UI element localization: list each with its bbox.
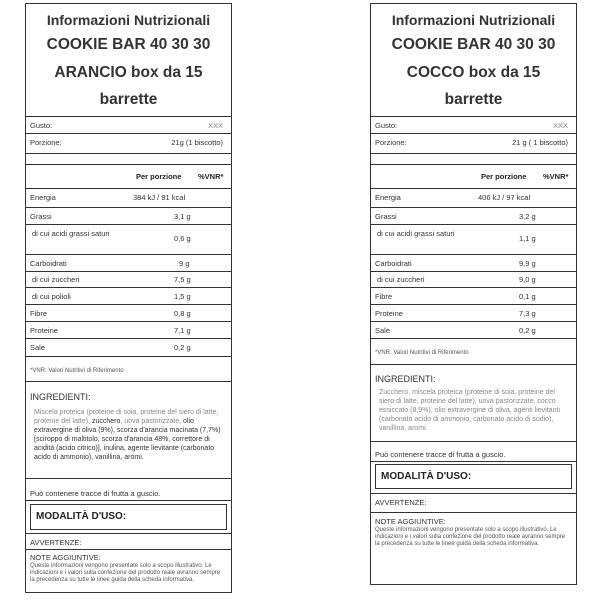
divider xyxy=(371,493,576,494)
divider xyxy=(26,287,231,288)
porzione-row xyxy=(371,138,576,150)
nutrient-value: 0,1 g xyxy=(519,292,536,301)
table-header xyxy=(371,172,576,184)
nutrient-label: di cui zuccheri xyxy=(32,275,80,284)
divider xyxy=(371,153,576,154)
divider xyxy=(371,441,576,442)
gusto-label: Gusto: xyxy=(375,121,398,130)
divider xyxy=(26,207,231,208)
panel-heading: Informazioni Nutrizionali xyxy=(391,12,556,28)
divider xyxy=(26,271,231,272)
col-vnr: %VNR* xyxy=(543,172,569,181)
nutrition-panel-cocco xyxy=(370,3,577,585)
nutrient-value: 406 kJ / 97 kcal xyxy=(478,193,531,202)
nutrient-row xyxy=(26,259,231,271)
divider xyxy=(371,271,576,272)
divider xyxy=(26,224,231,225)
nutrient-value: 9,9 g xyxy=(519,259,536,268)
divider xyxy=(371,512,576,513)
nutrient-row xyxy=(371,228,576,252)
nutrient-label: Sale xyxy=(30,343,46,352)
nutrient-value: 0,2 g xyxy=(519,326,536,335)
ingredienti-title: INGREDIENTI: xyxy=(30,392,91,402)
nutrient-label: Carboidrati xyxy=(375,259,412,268)
nutrient-value: 3,1 g xyxy=(174,212,191,221)
nutrient-row xyxy=(26,343,231,355)
product-name-line-3: barrette xyxy=(99,91,158,108)
nutrient-label: Energia xyxy=(375,193,401,202)
nutrient-row xyxy=(26,292,231,304)
divider xyxy=(371,133,576,134)
divider xyxy=(26,321,231,322)
divider xyxy=(371,304,576,305)
product-name-line-2: ARANCIO box da 15 xyxy=(54,64,203,81)
divider xyxy=(26,304,231,305)
nutrient-label: Fibre xyxy=(375,292,393,301)
nutrient-row xyxy=(371,212,576,224)
gusto-row xyxy=(371,121,576,133)
modalita-box xyxy=(375,464,572,489)
ingredient-text: zucchero xyxy=(91,418,121,425)
col-vnr: %VNR* xyxy=(198,172,224,181)
nutrient-label: Carboidrati xyxy=(30,259,67,268)
divider xyxy=(26,164,231,165)
divider xyxy=(26,254,231,255)
nutrient-row xyxy=(26,309,231,321)
nutrient-row xyxy=(26,228,231,252)
table-header xyxy=(26,172,231,184)
nutrient-value: 7,3 g xyxy=(519,309,536,318)
nutrient-value: 3,2 g xyxy=(519,212,536,221)
nutrition-panel-arancio xyxy=(25,3,232,593)
col-per-porzione: Per porzione xyxy=(136,172,182,181)
nutrient-row xyxy=(371,193,576,205)
divider xyxy=(26,116,231,117)
divider xyxy=(371,254,576,255)
modalita-label: MODALITÀ D'USO: xyxy=(381,471,472,482)
nutrient-label: Sale xyxy=(375,326,391,335)
nutrient-label: di cui zuccheri xyxy=(377,275,425,284)
divider xyxy=(371,338,576,339)
gusto-value: XXX xyxy=(552,121,568,130)
nutrient-row xyxy=(371,326,576,338)
note-text: Queste informazioni vengono presentate solo a scopo illustrativo. Le indicazioni e i valori sulla confezione del prodotto reale avranno sempre la precedenza su tutte le linee guida della scheda informativa. xyxy=(30,563,221,583)
nutrient-label: Fibre xyxy=(30,309,48,318)
nutrient-value: 384 kJ / 91 kcal xyxy=(133,193,186,202)
allergen-note: Può contenere tracce di frutta a guscio. xyxy=(30,489,161,498)
divider xyxy=(371,461,576,462)
note-title: NOTE AGGIUNTIVE: xyxy=(375,517,446,526)
gusto-label: Gusto: xyxy=(30,121,53,130)
vnr-note: *VNR: Valori Nutritivi di Riferimento xyxy=(30,368,124,374)
divider xyxy=(371,224,576,225)
porzione-value: 21 g ( 1 biscotto) xyxy=(512,138,568,147)
nutrient-value: 0,8 g xyxy=(174,309,191,318)
product-name-line-2: COCCO box da 15 xyxy=(406,64,541,81)
gusto-row xyxy=(26,121,231,133)
divider xyxy=(26,188,231,189)
nutrient-row xyxy=(371,275,576,287)
nutrient-row xyxy=(26,193,231,205)
divider xyxy=(26,478,231,479)
ingredient-text: , uova pastorizzate, xyxy=(120,418,184,425)
ingredienti-title: INGREDIENTI: xyxy=(375,374,436,384)
nutrient-value: 7,5 g xyxy=(174,275,191,284)
col-per-porzione: Per porzione xyxy=(481,172,527,181)
divider xyxy=(371,116,576,117)
nutrient-label: Grassi xyxy=(30,212,52,221)
nutrient-row xyxy=(371,259,576,271)
avvertenze-label: AVVERTENZE: xyxy=(375,498,427,507)
nutrient-value: 9,0 g xyxy=(519,275,536,284)
nutrient-value: 0,6 g xyxy=(174,234,191,243)
nutrient-row xyxy=(26,212,231,224)
divider xyxy=(371,287,576,288)
product-name-line-1: COOKIE BAR 40 30 30 xyxy=(391,36,556,53)
porzione-label: Porzione: xyxy=(375,138,407,147)
nutrient-label: Proteine xyxy=(375,309,403,318)
nutrient-label: di cui acidi grassi saturi xyxy=(377,229,455,238)
nutrient-value: 0,2 g xyxy=(174,343,191,352)
nutrient-value: 1,1 g xyxy=(519,234,536,243)
divider xyxy=(26,549,231,550)
modalita-label: MODALITÀ D'USO: xyxy=(36,511,127,522)
avvertenze-label: AVVERTENZE: xyxy=(30,538,82,547)
divider xyxy=(26,500,231,501)
nutrient-row xyxy=(371,292,576,304)
product-name-line-3: barrette xyxy=(444,91,503,108)
divider xyxy=(371,188,576,189)
nutrient-row xyxy=(371,309,576,321)
ingredienti-text: Zucchero, miscela proteica (proteine di soia, proteine del siero di latte, proteine del latte), uova pastorizzate, cocco essiccato (8,9%), olio extravergine di oliva, agenti lievitanti (carbonato acido di ammonio, carbonato acido di sodio), vanillina, aromi. xyxy=(379,389,560,432)
nutrient-row xyxy=(26,275,231,287)
nutrient-label: Energia xyxy=(30,193,56,202)
gusto-value: XXX xyxy=(207,121,223,130)
divider xyxy=(371,321,576,322)
divider xyxy=(371,164,576,165)
note-text: Queste informazioni vengono presentate solo a scopo illustrativo. Le indicazioni e i valori sulla confezione del prodotto reale avranno sempre la precedenza su tutte le linee guida della scheda informativa. xyxy=(375,527,566,547)
nutrient-value: 7,1 g xyxy=(174,326,191,335)
ingredient-text: olio extravergine di oliva (9%), scorza d'arancia macinata (7,7%) [sciroppo di maltitolo, scorza d'arancia 48%, correttore di acidità (acido citrico)], inulina, agente lievitante (carbonato acido di ammonio), vanillina, aromi. xyxy=(34,418,221,461)
panel-heading: Informazioni Nutrizionali xyxy=(46,12,211,28)
nutrient-value: 1,5 g xyxy=(174,292,191,301)
nutrient-value: 9 g xyxy=(179,259,190,268)
allergen-note: Può contenere tracce di frutta a guscio. xyxy=(375,450,506,459)
divider xyxy=(26,338,231,339)
nutrient-label: di cui polioli xyxy=(32,292,71,301)
vnr-note: *VNR: Valori Nutritivi di Riferimento xyxy=(375,350,469,356)
note-title: NOTE AGGIUNTIVE: xyxy=(30,553,101,562)
nutrient-label: Proteine xyxy=(30,326,58,335)
nutrient-label: di cui acidi grassi saturi xyxy=(32,229,110,238)
ingredienti-text xyxy=(34,408,225,462)
nutrient-label: Grassi xyxy=(375,212,397,221)
nutrient-row xyxy=(26,326,231,338)
divider xyxy=(26,356,231,357)
modalita-box xyxy=(30,504,227,530)
divider xyxy=(26,153,231,154)
porzione-label: Porzione: xyxy=(30,138,62,147)
product-name-line-1: COOKIE BAR 40 30 30 xyxy=(46,36,211,53)
porzione-value: 21g (1 biscotto) xyxy=(171,138,223,147)
ingredient-text: Miscela proteica (proteine di soia, proteine del siero di latte, proteine del latte), xyxy=(34,409,219,425)
divider xyxy=(371,207,576,208)
divider xyxy=(26,381,231,382)
divider xyxy=(26,533,231,534)
divider xyxy=(371,364,576,365)
divider xyxy=(26,133,231,134)
porzione-row xyxy=(26,138,231,150)
